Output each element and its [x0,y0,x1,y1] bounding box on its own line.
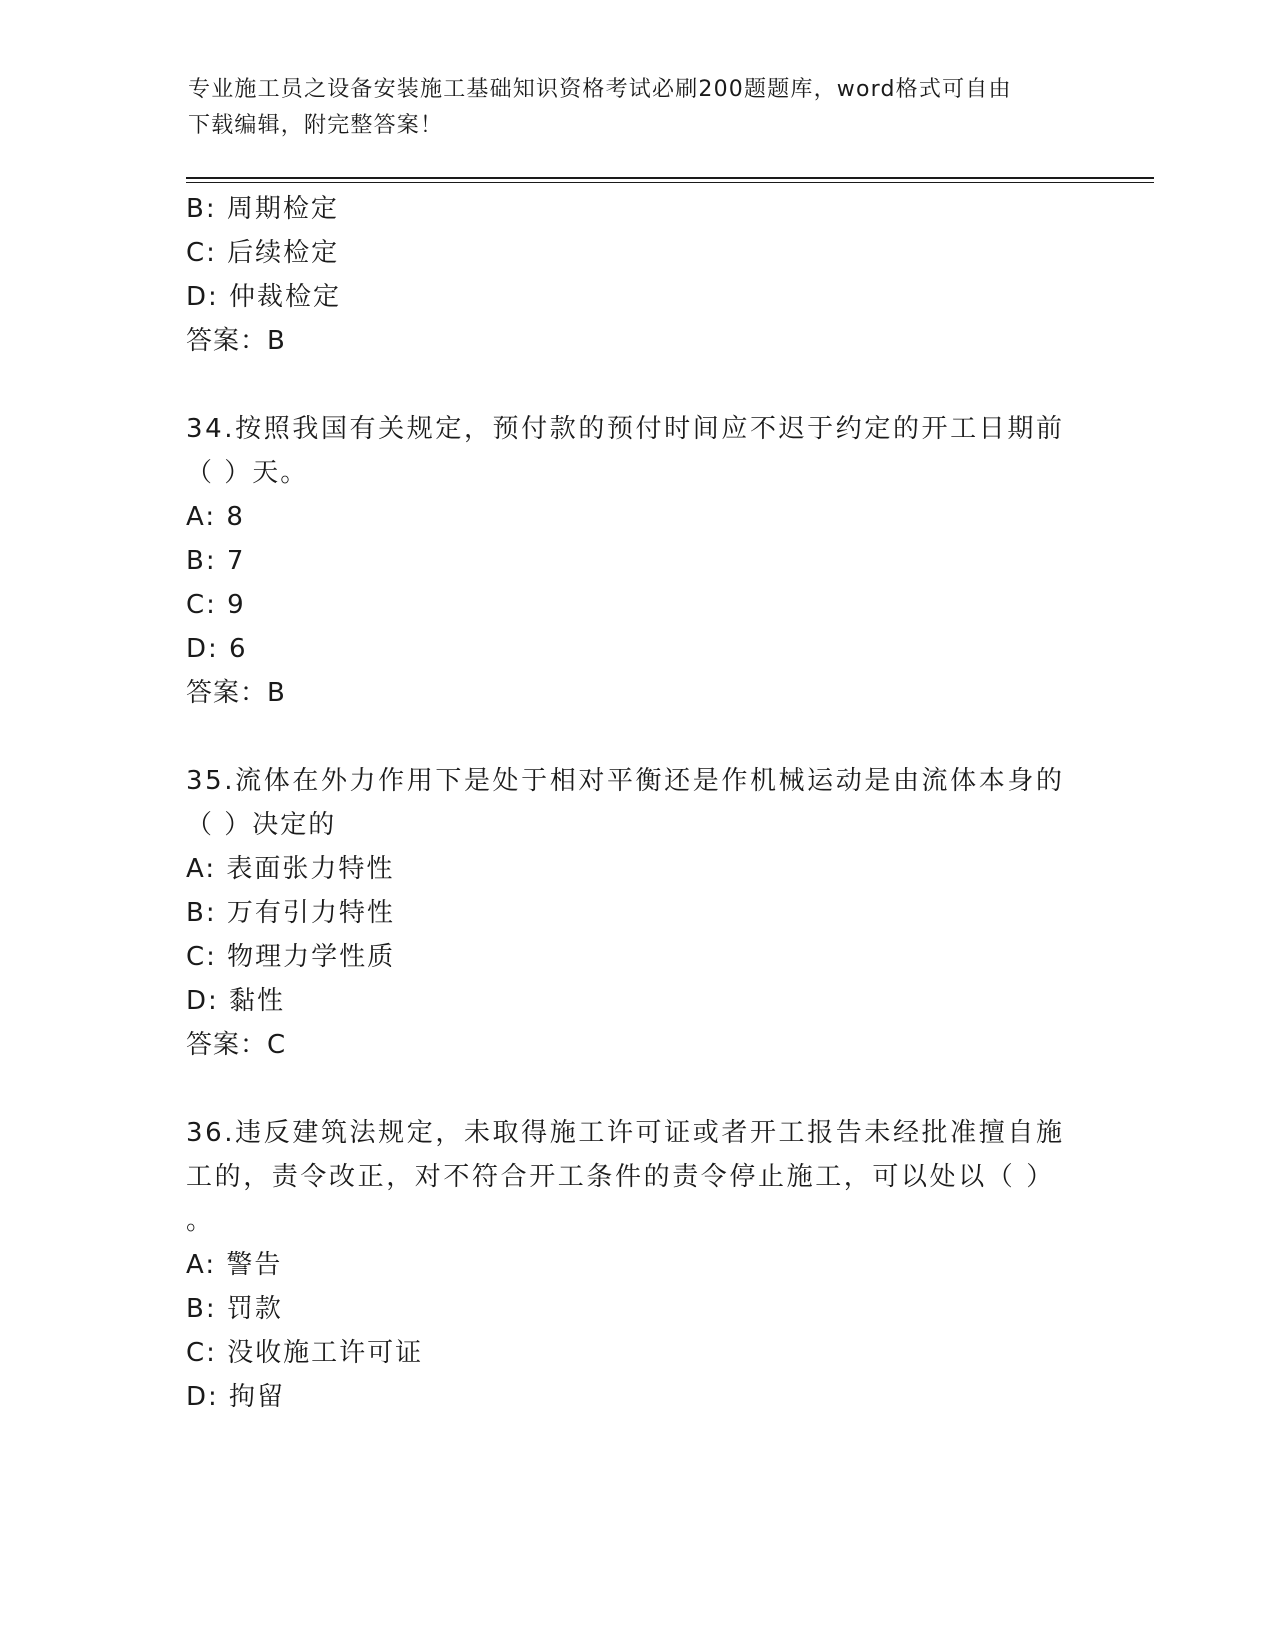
header-divider [186,177,1154,179]
q36-stem-line-2: 工的，责令改正，对不符合开工条件的责令停止施工，可以处以（ ） [186,1162,1055,1192]
q34-option-d: D: 6 [186,634,248,664]
q35-option-d: D: 黏性 [186,986,286,1016]
q35-answer: 答案：C [186,1030,287,1060]
q34-answer: 答案：B [186,678,286,708]
q33-option-b: B: 周期检定 [186,194,339,224]
q34-stem-line-1: 34.按照我国有关规定，预付款的预付时间应不迟于约定的开工日期前 [186,414,1065,444]
q36-option-d: D: 拘留 [186,1382,286,1412]
q35-stem-line-1: 35.流体在外力作用下是处于相对平衡还是作机械运动是由流体本身的 [186,766,1065,796]
header-line-1: 专业施工员之设备安装施工基础知识资格考试必刷200题题库，word格式可自由 [188,77,1012,102]
q36-stem-line-3: 。 [186,1206,215,1236]
q33-option-d: D: 仲裁检定 [186,282,342,312]
q35-option-c: C: 物理力学性质 [186,942,396,972]
q34-option-a: A: 8 [186,502,245,532]
q34-option-c: C: 9 [186,590,246,620]
q36-option-a: A: 警告 [186,1250,283,1280]
q35-option-b: B: 万有引力特性 [186,898,395,928]
document-header [188,72,1068,144]
q33-option-c: C: 后续检定 [186,238,340,268]
q35-stem-line-2: （ ）决定的 [186,810,337,840]
q36-option-b: B: 罚款 [186,1294,283,1324]
q36-stem-line-1: 36.违反建筑法规定，未取得施工许可证或者开工报告未经批准擅自施 [186,1118,1065,1148]
q33-answer: 答案：B [186,326,286,356]
q35-option-a: A: 表面张力特性 [186,854,395,884]
q36-option-c: C: 没收施工许可证 [186,1338,424,1368]
q34-stem-line-2: （ ）天。 [186,458,309,488]
header-divider-thin [186,182,1154,183]
q34-option-b: B: 7 [186,546,246,576]
header-line-2: 下载编辑，附完整答案！ [188,113,444,138]
